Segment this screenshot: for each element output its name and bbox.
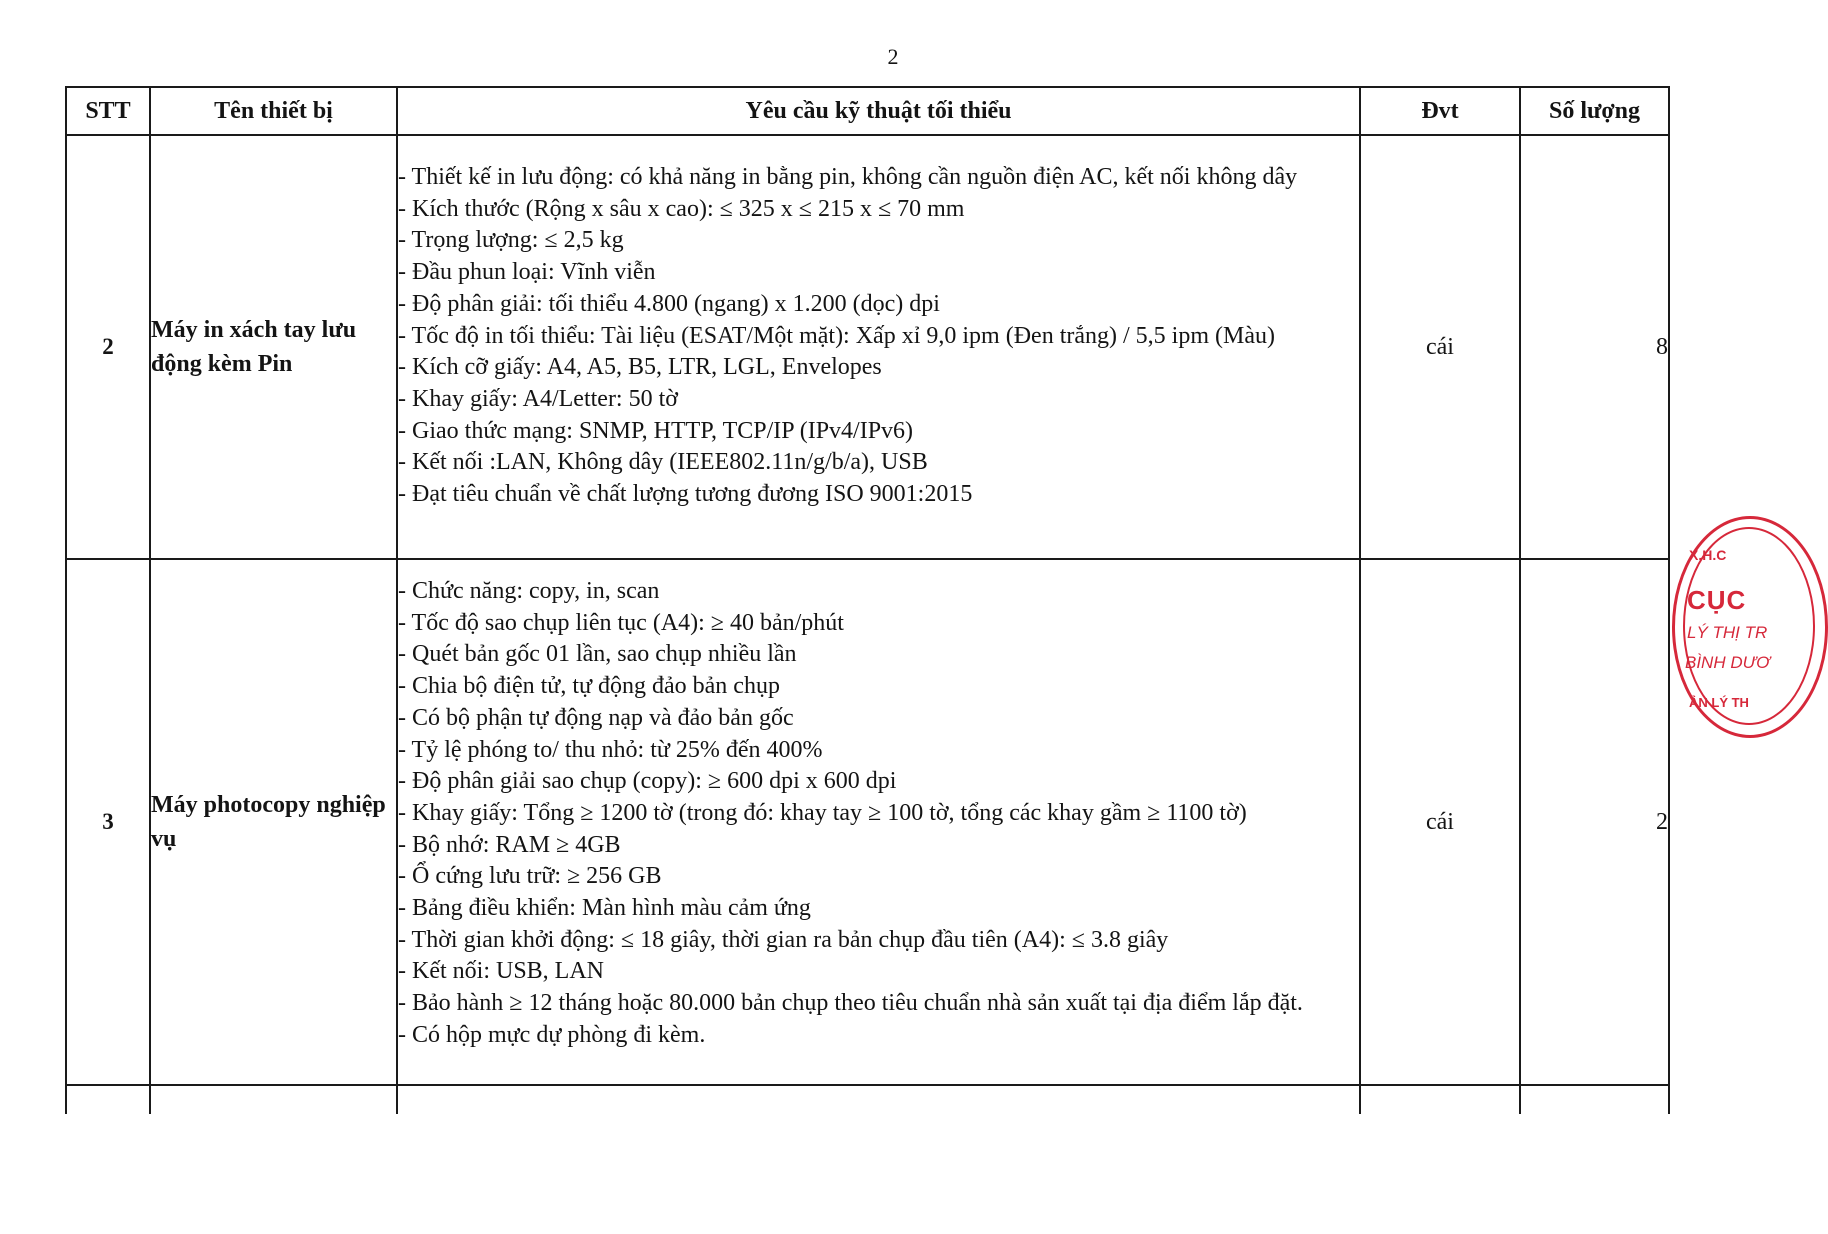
requirement-line: - Có bộ phận tự động nạp và đảo bản gốc — [398, 704, 794, 731]
empty-cell — [1520, 1085, 1669, 1114]
empty-cell — [1360, 1085, 1520, 1114]
requirement-line: - Tỷ lệ phóng to/ thu nhỏ: từ 25% đến 400% — [398, 736, 823, 763]
official-seal-stamp — [1672, 516, 1828, 738]
equipment-spec-table — [65, 86, 1670, 1114]
requirement-line: - Thời gian khởi động: ≤ 18 giây, thời gian ra bản chụp đầu tiên (A4): ≤ 3.8 giây — [398, 926, 1169, 953]
row-device-name: Máy photocopy nghiệp vụ — [150, 559, 397, 1085]
requirement-line: - Kết nối: USB, LAN — [398, 958, 604, 985]
requirement-line: - Độ phân giải: tối thiểu 4.800 (ngang) x 1.200 (dọc) dpi — [398, 290, 940, 317]
requirement-line: - Đạt tiêu chuẩn về chất lượng tương đương ISO 9001:2015 — [398, 481, 973, 508]
requirement-line: - Tốc độ in tối thiểu: Tài liệu (ESAT/Một mặt): Xấp xỉ 9,0 ipm (Đen trắng) / 5,5 ipm (Màu) — [398, 322, 1275, 349]
table-row — [66, 559, 1669, 1085]
row-requirements — [397, 135, 1360, 559]
row-requirements — [397, 559, 1360, 1085]
requirement-line: - Trọng lượng: ≤ 2,5 kg — [398, 227, 624, 254]
requirement-line: - Tốc độ sao chụp liên tục (A4): ≥ 40 bản/phút — [398, 609, 844, 636]
requirement-line: - Chia bộ điện tử, tự động đảo bản chụp — [398, 673, 780, 700]
header-stt: STT — [66, 87, 150, 135]
row-unit: cái — [1360, 559, 1520, 1085]
requirement-line: - Ổ cứng lưu trữ: ≥ 256 GB — [398, 863, 662, 890]
seal-text: X.H.C — [1689, 547, 1727, 563]
empty-cell — [397, 1085, 1360, 1114]
seal-text: LÝ THỊ TR — [1687, 623, 1768, 642]
empty-cell — [150, 1085, 397, 1114]
requirement-line: - Chức năng: copy, in, scan — [398, 578, 660, 604]
seal-text: CỤC — [1687, 585, 1747, 615]
empty-cell — [66, 1085, 150, 1114]
requirement-line: - Có hộp mực dự phòng đi kèm. — [398, 1021, 706, 1048]
requirement-line: - Kích cỡ giấy: A4, A5, B5, LTR, LGL, Envelopes — [398, 354, 882, 381]
requirement-line: - Khay giấy: Tổng ≥ 1200 tờ (trong đó: khay tay ≥ 100 tờ, tổng các khay gầm ≥ 1100 tờ) — [398, 799, 1247, 826]
requirement-line: - Thiết kế in lưu động: có khả năng in bằng pin, không cần nguồn điện AC, kết nối không dây — [398, 164, 1298, 190]
header-requirements: Yêu cầu kỹ thuật tối thiểu — [397, 87, 1360, 135]
requirement-line: - Độ phân giải sao chụp (copy): ≥ 600 dpi x 600 dpi — [398, 768, 897, 795]
requirement-line: - Đầu phun loại: Vĩnh viễn — [398, 259, 656, 286]
row-stt: 3 — [66, 559, 150, 1085]
table-header-row — [66, 87, 1669, 135]
seal-text: BÌNH DƯƠ — [1685, 653, 1770, 672]
requirement-line: - Bảo hành ≥ 12 tháng hoặc 80.000 bản chụp theo tiêu chuẩn nhà sản xuất tại địa điểm lắp đặt. — [398, 990, 1303, 1017]
row-quantity: 8 — [1520, 135, 1669, 559]
requirement-line: - Kích thước (Rộng x sâu x cao): ≤ 325 x ≤ 215 x ≤ 70 mm — [398, 195, 965, 222]
row-quantity: 2 — [1520, 559, 1669, 1085]
requirement-line: - Khay giấy: A4/Letter: 50 tờ — [398, 385, 678, 412]
requirement-line: - Kết nối :LAN, Không dây (IEEE802.11n/g/b/a), USB — [398, 449, 928, 476]
seal-text: ẢN LÝ TH — [1689, 695, 1749, 710]
header-device-name: Tên thiết bị — [150, 87, 397, 135]
row-device-name: Máy in xách tay lưu động kèm Pin — [150, 135, 397, 559]
requirement-line: - Bộ nhớ: RAM ≥ 4GB — [398, 831, 621, 858]
row-unit: cái — [1360, 135, 1520, 559]
table-row-continued — [66, 1085, 1669, 1114]
requirement-line: - Giao thức mạng: SNMP, HTTP, TCP/IP (IPv4/IPv6) — [398, 417, 914, 444]
header-unit: Đvt — [1360, 87, 1520, 135]
row-stt: 2 — [66, 135, 150, 559]
requirement-line: - Bảng điều khiển: Màn hình màu cảm ứng — [398, 895, 811, 922]
table-row — [66, 135, 1669, 559]
requirement-line: - Quét bản gốc 01 lần, sao chụp nhiều lần — [398, 641, 797, 668]
page-number: 2 — [887, 44, 899, 69]
header-quantity: Số lượng — [1520, 87, 1669, 135]
